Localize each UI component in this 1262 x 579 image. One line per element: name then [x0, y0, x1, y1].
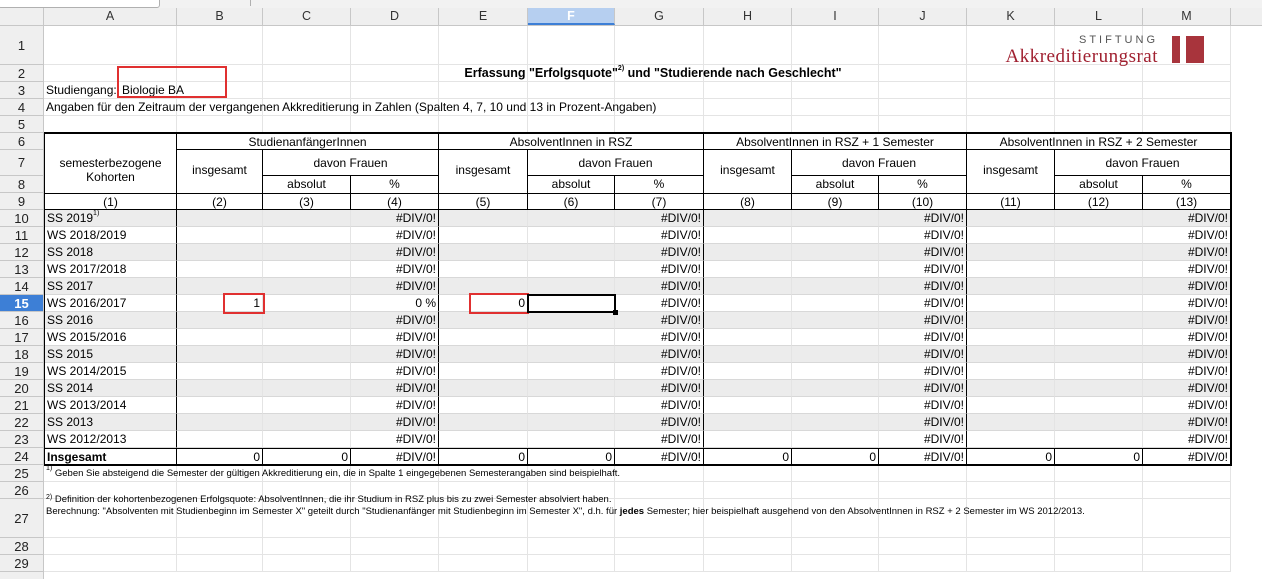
cell-bg	[615, 538, 704, 555]
cell-bg	[1143, 116, 1231, 133]
column-header-g[interactable]: G	[615, 8, 704, 25]
row-header-7[interactable]: 7	[0, 150, 43, 176]
semester-text: SS 2013	[47, 415, 94, 429]
column-header-k[interactable]: K	[967, 8, 1055, 25]
data-cell[interactable]: #DIV/0!	[1143, 312, 1231, 329]
cell-bg	[1055, 555, 1143, 572]
column-header-c[interactable]: C	[263, 8, 351, 25]
cell-bg	[351, 26, 439, 65]
column-number-6: (6)	[528, 193, 615, 210]
row-header-26[interactable]: 26	[0, 482, 43, 499]
total-cell[interactable]: 0	[704, 448, 792, 465]
row-header-16[interactable]: 16	[0, 312, 43, 329]
header-absolut-4: absolut	[1055, 176, 1143, 193]
table-frame	[44, 132, 1232, 466]
data-cell[interactable]: #DIV/0!	[615, 244, 704, 261]
cell-bg	[351, 538, 439, 555]
studiengang-label: Studiengang:	[46, 83, 117, 97]
data-cell[interactable]: #DIV/0!	[615, 414, 704, 431]
studiengang-value[interactable]: Biologie BA	[122, 83, 185, 97]
column-header-j[interactable]: J	[879, 8, 967, 25]
cell-bg	[615, 555, 704, 572]
data-cell[interactable]: #DIV/0!	[1143, 380, 1231, 397]
data-cell[interactable]: #DIV/0!	[615, 363, 704, 380]
data-cell[interactable]: #DIV/0!	[351, 312, 439, 329]
cell-bg	[44, 26, 177, 65]
cell-bg	[615, 82, 704, 99]
row-header-28[interactable]: 28	[0, 538, 43, 555]
logo-bar-icon	[1172, 36, 1180, 63]
cell-bg	[351, 82, 439, 99]
cell-bg	[704, 116, 792, 133]
row-header-3[interactable]: 3	[0, 82, 43, 99]
cell-bg	[528, 26, 615, 65]
data-cell[interactable]: #DIV/0!	[351, 227, 439, 244]
cell-bg	[1143, 538, 1231, 555]
footnote-2-line2-pre: Berechnung: "Absolventen mit Studienbeginn im Semester X" geteilt durch "Studienanfänger mit Studienbeginn im Semester X", d.h. für	[46, 506, 620, 517]
row-header-14[interactable]: 14	[0, 278, 43, 295]
cell-bg	[528, 116, 615, 133]
total-cell[interactable]: 0	[263, 448, 351, 465]
semester-text: SS 2015	[47, 347, 94, 361]
data-cell[interactable]: #DIV/0!	[879, 397, 967, 414]
cell-bg	[879, 538, 967, 555]
row-header-1[interactable]: 1	[0, 26, 43, 65]
data-cell[interactable]: #DIV/0!	[879, 278, 967, 295]
column-header-h[interactable]: H	[704, 8, 792, 25]
data-cell[interactable]: #DIV/0!	[879, 261, 967, 278]
cell-bg	[704, 555, 792, 572]
data-cell[interactable]: #DIV/0!	[1143, 227, 1231, 244]
total-cell[interactable]: 0	[439, 448, 528, 465]
cell-bg	[879, 116, 967, 133]
cell-bg	[177, 555, 263, 572]
column-header-d[interactable]: D	[351, 8, 439, 25]
column-number-2: (2)	[177, 193, 263, 210]
cell-bg	[439, 538, 528, 555]
column-number-13: (13)	[1143, 193, 1231, 210]
column-header-b[interactable]: B	[177, 8, 263, 25]
column-number-7: (7)	[615, 193, 704, 210]
data-cell[interactable]: #DIV/0!	[1143, 244, 1231, 261]
cell-bg	[792, 26, 879, 65]
header-davon-frauen-1: davon Frauen	[263, 150, 439, 176]
row-header-29[interactable]: 29	[0, 555, 43, 572]
cell-bg	[439, 116, 528, 133]
data-cell[interactable]: #DIV/0!	[351, 329, 439, 346]
data-cell[interactable]: #DIV/0!	[351, 431, 439, 448]
header-prozent-1: %	[351, 176, 439, 193]
footnote-1-sup: 1)	[46, 465, 53, 472]
header-absolut-2: absolut	[528, 176, 615, 193]
data-cell[interactable]: 0	[439, 295, 528, 312]
row-header-5[interactable]: 5	[0, 116, 43, 133]
data-cell[interactable]: #DIV/0!	[615, 431, 704, 448]
data-cell[interactable]: #DIV/0!	[615, 295, 704, 312]
title-post: und "Studierende nach Geschlecht"	[624, 66, 842, 80]
column-header-f[interactable]: F	[528, 8, 615, 25]
semester-text: SS 2016	[47, 313, 94, 327]
cell-bg	[704, 26, 792, 65]
cell-bg	[351, 555, 439, 572]
data-cell[interactable]: #DIV/0!	[615, 346, 704, 363]
column-number-11: (11)	[967, 193, 1055, 210]
cell-bg	[263, 26, 351, 65]
logo-line2: Akkreditierungsrat	[1005, 46, 1158, 67]
semester-text: WS 2013/2014	[47, 398, 127, 412]
row-header-4[interactable]: 4	[0, 99, 43, 116]
row-header-25[interactable]: 25	[0, 465, 43, 482]
cell-bg	[439, 555, 528, 572]
header-davon-frauen-4: davon Frauen	[1055, 150, 1231, 176]
cell-bg	[792, 555, 879, 572]
footnote-2	[44, 494, 1244, 520]
semester-text: SS 2017	[47, 279, 94, 293]
title-pre: Erfassung "Erfolgsquote"	[464, 66, 618, 80]
row-header-21[interactable]: 21	[0, 397, 43, 414]
data-cell[interactable]: #DIV/0!	[1143, 414, 1231, 431]
cell-bg	[967, 99, 1055, 116]
row-header-23[interactable]: 23	[0, 431, 43, 448]
cell-bg	[351, 116, 439, 133]
cell-bg	[704, 82, 792, 99]
header-prozent-3: %	[879, 176, 967, 193]
header-group-4: AbsolventInnen in RSZ + 2 Semester	[967, 133, 1231, 150]
header-group-1: StudienanfängerInnen	[177, 133, 439, 150]
cell-bg	[792, 538, 879, 555]
data-cell[interactable]: #DIV/0!	[1143, 363, 1231, 380]
total-label[interactable]: Insgesamt	[44, 448, 177, 465]
data-cell[interactable]: #DIV/0!	[1143, 278, 1231, 295]
semester-text: WS 2015/2016	[47, 330, 127, 344]
row-header-6[interactable]: 6	[0, 133, 43, 150]
cell-bg	[44, 116, 177, 133]
title-sup: 2)	[617, 65, 625, 72]
data-cell[interactable]: #DIV/0!	[879, 244, 967, 261]
semester-text: SS 2014	[47, 381, 94, 395]
sheet-title	[44, 65, 1262, 82]
row-header-24[interactable]: 24	[0, 448, 43, 465]
column-number-4: (4)	[351, 193, 439, 210]
cell-bg	[792, 116, 879, 133]
footnote-2-sup: 2)	[46, 494, 53, 501]
row-header-10[interactable]: 10	[0, 210, 43, 227]
header-insgesamt-4: insgesamt	[967, 150, 1055, 193]
header-davon-frauen-2: davon Frauen	[528, 150, 704, 176]
footnote-2-line1: Definition der kohortenbezogenen Erfolgsquote: AbsolventInnen, die ihr Studium in RSZ plus bis zu zwei Semester absolviert haben.	[52, 494, 612, 505]
logo-block-icon	[1186, 36, 1204, 63]
data-cell[interactable]: #DIV/0!	[1143, 346, 1231, 363]
cell-bg	[879, 82, 967, 99]
cell-bg	[792, 82, 879, 99]
data-cell[interactable]: 1	[177, 295, 263, 312]
cell-bg	[967, 555, 1055, 572]
cell-bg	[44, 538, 177, 555]
semester-text: WS 2016/2017	[47, 296, 127, 310]
column-number-5: (5)	[439, 193, 528, 210]
data-cell[interactable]: #DIV/0!	[879, 380, 967, 397]
semester-text: WS 2014/2015	[47, 364, 127, 378]
spreadsheet-grid[interactable]	[44, 26, 1262, 579]
semester-text: SS 2019	[47, 211, 94, 225]
footnote-1	[44, 465, 1244, 482]
cell-bg	[528, 82, 615, 99]
total-cell[interactable]: #DIV/0!	[615, 448, 704, 465]
semester-text: SS 2018	[47, 245, 94, 259]
cell-bg	[1055, 82, 1143, 99]
data-cell[interactable]: #DIV/0!	[879, 312, 967, 329]
column-header-i[interactable]: I	[792, 8, 879, 25]
header-insgesamt-2: insgesamt	[439, 150, 528, 193]
footnote-2-line2-bold: jedes	[619, 506, 645, 517]
header-absolut-3: absolut	[792, 176, 879, 193]
cell-bg	[879, 26, 967, 65]
data-cell[interactable]: #DIV/0!	[879, 295, 967, 312]
cell-bg	[44, 555, 177, 572]
semester-sup: 1)	[93, 210, 100, 217]
total-cell[interactable]: 0	[1055, 448, 1143, 465]
total-cell[interactable]: 0	[967, 448, 1055, 465]
row-header-27[interactable]: 27	[0, 499, 43, 538]
column-header-l[interactable]: L	[1055, 8, 1143, 25]
header-prozent-2: %	[615, 176, 704, 193]
cell-bg	[263, 116, 351, 133]
column-number-9: (9)	[792, 193, 879, 210]
row-header-11[interactable]: 11	[0, 227, 43, 244]
row-header-18[interactable]: 18	[0, 346, 43, 363]
row-header-9[interactable]: 9	[0, 193, 43, 210]
header-kohorten: semesterbezogene Kohorten	[44, 133, 177, 193]
cell-bg	[528, 555, 615, 572]
cell-bg	[967, 538, 1055, 555]
data-cell[interactable]: #DIV/0!	[351, 261, 439, 278]
header-prozent-4: %	[1143, 176, 1231, 193]
cell-bg	[177, 538, 263, 555]
header-insgesamt-1: insgesamt	[177, 150, 263, 193]
cell-bg	[263, 82, 351, 99]
row-header-15[interactable]: 15	[0, 295, 43, 312]
header-davon-frauen-3: davon Frauen	[792, 150, 967, 176]
select-all-corner[interactable]	[0, 8, 44, 26]
data-cell[interactable]: #DIV/0!	[351, 346, 439, 363]
cell-bg	[263, 538, 351, 555]
data-cell[interactable]: #DIV/0!	[879, 346, 967, 363]
column-header-bar	[44, 8, 1262, 26]
row-header-2[interactable]: 2	[0, 65, 43, 82]
row-header-22[interactable]: 22	[0, 414, 43, 431]
row-header-20[interactable]: 20	[0, 380, 43, 397]
formula-input[interactable]	[250, 0, 1251, 6]
row-header-19[interactable]: 19	[0, 363, 43, 380]
column-header-m[interactable]: M	[1143, 8, 1231, 25]
data-cell[interactable]: #DIV/0!	[615, 380, 704, 397]
total-cell[interactable]: 0	[528, 448, 615, 465]
row-header-13[interactable]: 13	[0, 261, 43, 278]
column-number-1: (1)	[44, 193, 177, 210]
data-cell[interactable]: #DIV/0!	[351, 397, 439, 414]
data-cell[interactable]: #DIV/0!	[615, 278, 704, 295]
row-header-bar	[0, 26, 44, 579]
cell-bg	[1055, 116, 1143, 133]
semester-text: WS 2018/2019	[47, 228, 127, 242]
column-header-e[interactable]: E	[439, 8, 528, 25]
cell-bg	[1143, 82, 1231, 99]
cell-bg	[704, 538, 792, 555]
column-number-8: (8)	[704, 193, 792, 210]
data-cell[interactable]: #DIV/0!	[615, 261, 704, 278]
data-cell[interactable]: #DIV/0!	[879, 227, 967, 244]
cell-bg	[1143, 99, 1231, 116]
data-cell[interactable]: #DIV/0!	[615, 397, 704, 414]
data-cell[interactable]: #DIV/0!	[879, 363, 967, 380]
data-cell[interactable]: #DIV/0!	[879, 329, 967, 346]
cell-bg	[439, 82, 528, 99]
data-cell[interactable]: #DIV/0!	[351, 380, 439, 397]
data-cell[interactable]: #DIV/0!	[615, 210, 704, 227]
data-cell[interactable]: #DIV/0!	[1143, 329, 1231, 346]
column-number-3: (3)	[263, 193, 351, 210]
logo-line1: STIFTUNG	[1079, 34, 1158, 46]
data-cell[interactable]: #DIV/0!	[879, 414, 967, 431]
header-insgesamt-3: insgesamt	[704, 150, 792, 193]
semester-text: WS 2017/2018	[47, 262, 127, 276]
column-number-12: (12)	[1055, 193, 1143, 210]
footnote-2-line2-post: Semester; hier beispielhaft ausgehend von den AbsolventInnen in RSZ + 2 Semester im WS 2012/2013.	[644, 506, 1085, 517]
data-cell[interactable]: #DIV/0!	[1143, 261, 1231, 278]
data-cell[interactable]: #DIV/0!	[351, 210, 439, 227]
data-cell[interactable]: #DIV/0!	[879, 431, 967, 448]
header-group-3: AbsolventInnen in RSZ + 1 Semester	[704, 133, 967, 150]
semester-text: WS 2012/2013	[47, 432, 127, 446]
cell-bg	[177, 26, 263, 65]
cell-bg	[439, 26, 528, 65]
cell-bg	[263, 555, 351, 572]
data-cell[interactable]: #DIV/0!	[1143, 295, 1231, 312]
angaben-text: Angaben für den Zeitraum der vergangenen Akkreditierung in Zahlen (Spalten 4, 7, 10 und 13 in Prozent-Angaben)	[46, 100, 657, 114]
row-header-17[interactable]: 17	[0, 329, 43, 346]
cell-bg	[1055, 538, 1143, 555]
cell-bg	[615, 26, 704, 65]
total-cell[interactable]: 0	[792, 448, 879, 465]
header-absolut-1: absolut	[263, 176, 351, 193]
name-box[interactable]	[0, 0, 160, 8]
cell-bg	[528, 538, 615, 555]
data-cell[interactable]: #DIV/0!	[615, 312, 704, 329]
total-cell[interactable]: #DIV/0!	[1143, 448, 1231, 465]
data-cell[interactable]: 0 %	[351, 295, 439, 312]
footnote-1-text: Geben Sie absteigend die Semester der gültigen Akkreditierung ein, die in Spalte 1 eingegebenen Semesterangaben sind beispielhaft.	[52, 468, 620, 479]
cell-bg	[615, 116, 704, 133]
cell-bg	[967, 82, 1055, 99]
data-cell[interactable]: #DIV/0!	[351, 414, 439, 431]
row-header-8[interactable]: 8	[0, 176, 43, 193]
cell-bg	[1055, 99, 1143, 116]
row-header-12[interactable]: 12	[0, 244, 43, 261]
data-cell[interactable]: #DIV/0!	[1143, 210, 1231, 227]
data-cell[interactable]: #DIV/0!	[1143, 431, 1231, 448]
column-number-10: (10)	[879, 193, 967, 210]
total-cell[interactable]: 0	[177, 448, 263, 465]
total-cell[interactable]: #DIV/0!	[879, 448, 967, 465]
data-cell[interactable]: #DIV/0!	[351, 278, 439, 295]
cell-bg	[879, 555, 967, 572]
cell-bg	[967, 116, 1055, 133]
total-cell[interactable]: #DIV/0!	[351, 448, 439, 465]
data-cell[interactable]: #DIV/0!	[615, 227, 704, 244]
column-header-a[interactable]: A	[44, 8, 177, 25]
data-cell[interactable]: #DIV/0!	[879, 210, 967, 227]
data-cell[interactable]: #DIV/0!	[351, 244, 439, 261]
header-group-2: AbsolventInnen in RSZ	[439, 133, 704, 150]
cell-bg	[177, 116, 263, 133]
data-cell[interactable]: #DIV/0!	[1143, 397, 1231, 414]
data-cell[interactable]: #DIV/0!	[351, 363, 439, 380]
cell-bg	[1143, 555, 1231, 572]
data-cell[interactable]: #DIV/0!	[615, 329, 704, 346]
